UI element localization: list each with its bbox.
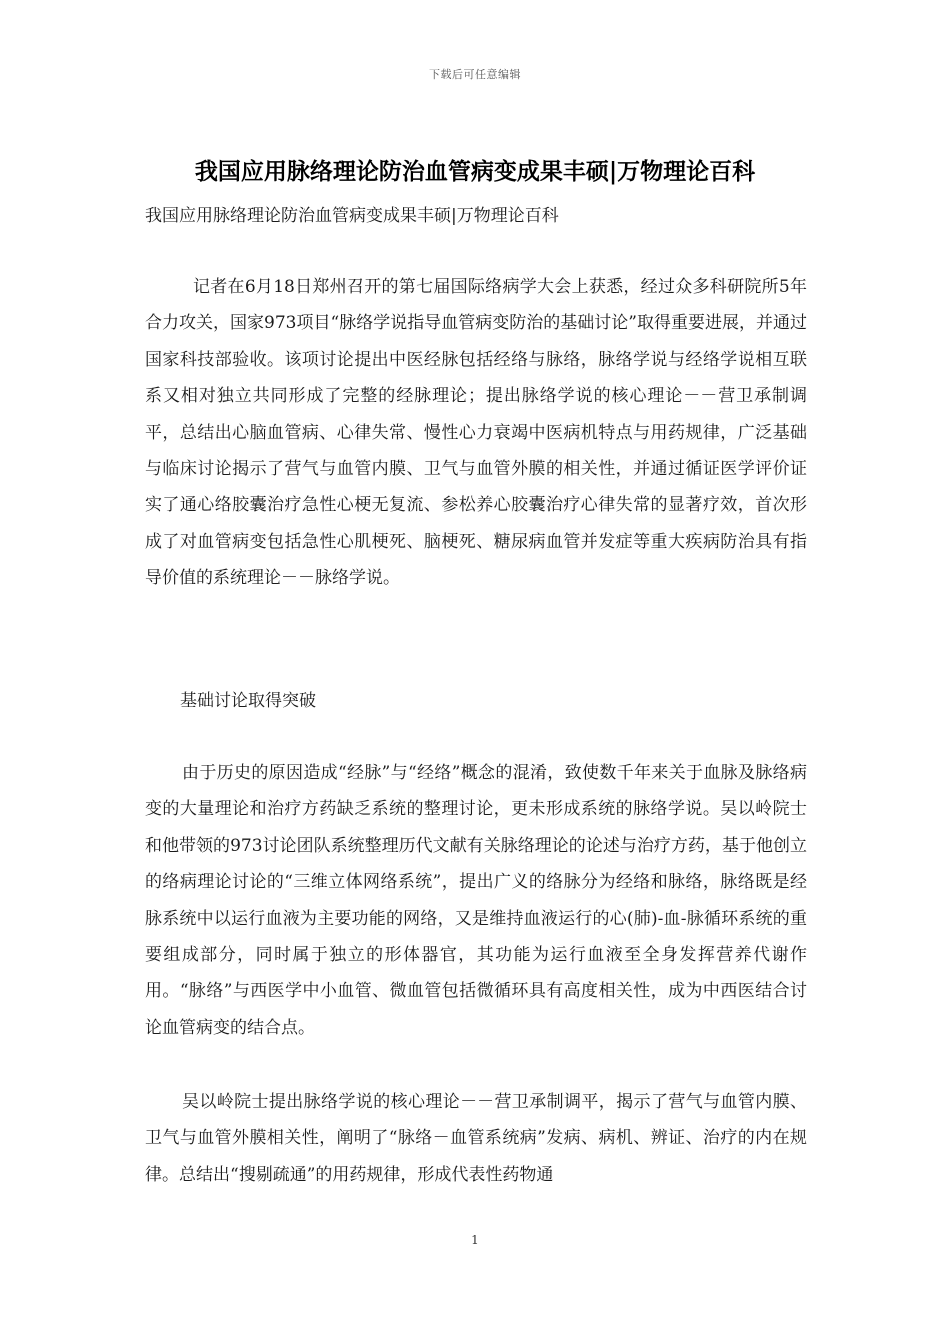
paragraph-2: 由于历史的原因造成“经脉”与“经络”概念的混淆，致使数千年来关于血脉及脉络病变的大量理论和治疗方药缺乏系统的整理讨论，更未形成系统的脉络学说。吴以岭院士和他带领的973讨论团队系统整理历代文献有关脉络理论的论述与治疗方药，基于他创立的络病理论讨论的“三维立体网络系统”，提出广义的络脉分为经络和脉络，脉络既是经脉系统中以运行血液为主要功能的网络，又是维持血液运行的心(肺)-血-脉循环系统的重要组成部分，同时属于独立的形体器官，其功能为运行血液至全身发挥营养代谢作用。“脉络”与西医学中小血管、微血管包括微循环具有高度相关性，成为中西医结合讨论血管病变的结合点。 <box>145 763 807 1038</box>
document-subtitle: 我国应用脉络理论防治血管病变成果丰硕|万物理论百科 <box>145 206 559 226</box>
page-number: 1 <box>471 1233 479 1247</box>
header-note: 下载后可任意编辑 <box>429 68 521 81</box>
document-title: 我国应用脉络理论防治血管病变成果丰硕|万物理论百科 <box>194 158 756 185</box>
paragraph-3: 吴以岭院士提出脉络学说的核心理论－－营卫承制调平，揭示了营气与血管内膜、卫气与血管外膜相关性，阐明了“脉络－血管系统病”发病、病机、辨证、治疗的内在规律。总结出“搜剔疏通”的用药规律，形成代表性药物通 <box>145 1092 807 1185</box>
paragraph-1: 记者在6月18日郑州召开的第七届国际络病学大会上获悉，经过众多科研院所5年合力攻关，国家973项目“脉络学说指导血管病变防治的基础讨论”取得重要进展，并通过国家科技部验收。该项讨论提出中医经脉包括经络与脉络，脉络学说与经络学说相互联系又相对独立共同形成了完整的经脉理论；提出脉络学说的核心理论－－营卫承制调平，总结出心脑血管病、心律失常、慢性心力衰竭中医病机特点与用药规律，广泛基础与临床讨论揭示了营气与血管内膜、卫气与血管外膜的相关性，并通过循证医学评价证实了通心络胶囊治疗急性心梗无复流、参松养心胶囊治疗心律失常的显著疗效，首次形成了对血管病变包括急性心肌梗死、脑梗死、糖尿病血管并发症等重大疾病防治具有指导价值的系统理论－－脉络学说。 <box>145 277 807 589</box>
section-heading: 基础讨论取得突破 <box>180 691 316 711</box>
